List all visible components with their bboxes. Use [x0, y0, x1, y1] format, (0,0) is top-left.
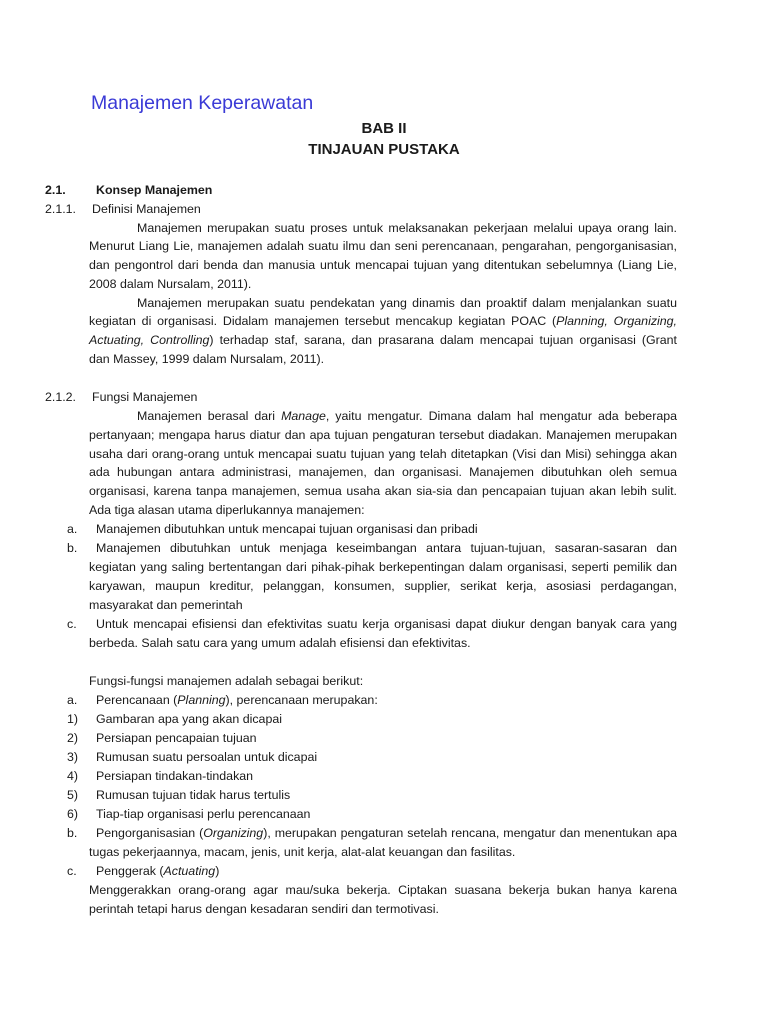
list-label: a.	[67, 522, 78, 536]
list-item: Gambaran apa yang akan dicapai	[96, 712, 282, 726]
function-planning: Perencanaan (Planning), perencanaan merupakan:	[96, 693, 378, 707]
section-number: 2.1.	[45, 183, 66, 197]
chapter-number: BAB II	[361, 120, 407, 137]
paragraph-line: Actuating, Controlling) terhadap staf, sarana, dan prasarana dalam mencapai tujuan organisasi (Grant	[89, 333, 677, 347]
subsection-number: 2.1.1.	[45, 202, 77, 216]
list-item: berbeda. Salah satu cara yang umum adalah efisiensi dan efektivitas.	[89, 636, 471, 650]
paragraph-line: kegiatan di organisasi. Didalam manajemen tersebut mencakup kegiatan POAC (Planning, Organizing,	[89, 314, 677, 328]
list-item: kegiatan yang saling bertentangan dari pihak-pihak berkepentingan dalam organisasi, seperti pemilik dan	[89, 560, 677, 574]
section-title: Konsep Manajemen	[96, 183, 213, 197]
list-label: c.	[67, 864, 77, 878]
paragraph-line: 2008 dalam Nursalam, 2011).	[89, 277, 252, 291]
subsection-title: Definisi Manajemen	[92, 202, 201, 216]
paragraph-line: Manajemen merupakan suatu proses untuk melaksanakan pekerjaan melalui upaya orang lain.	[137, 221, 677, 235]
paragraph-line: Menggerakkan orang-orang agar mau/suka bekerja. Ciptakan suasana bekerja bukan hanya karena	[89, 883, 677, 897]
list-label: 2)	[67, 731, 79, 745]
list-item: karyawan, maupun kreditur, pelanggan, konsumen, supplier, serikat kerja, asosiasi perdagangan,	[89, 579, 677, 593]
subsection-number: 2.1.2.	[45, 390, 77, 404]
function-actuating: Penggerak (Actuating)	[96, 864, 220, 878]
paragraph-line: organisasi, karena tanpa manajemen, semua usaha akan sia-sia dan pencapaian tujuan akan lebih sulit.	[89, 484, 677, 498]
chapter-title: TINJAUAN PUSTAKA	[308, 141, 460, 158]
paragraph-line: Manajemen berasal dari Manage, yaitu mengatur. Dimana dalam hal mengatur ada beberapa	[137, 409, 678, 423]
list-item: Persiapan pencapaian tujuan	[96, 731, 257, 745]
list-label: b.	[67, 826, 78, 840]
paragraph-line: Ada tiga alasan utama diperlukannya manajemen:	[89, 503, 365, 517]
list-label: 1)	[67, 712, 79, 726]
paragraph-line: usaha dari orang-orang untuk mencapai suatu tujuan yang telah ditetapkan (Visi dan Misi) sehingga akan	[89, 447, 677, 461]
list-label: a.	[67, 693, 78, 707]
paragraph-line: dan pengontrol dari benda dan manusia untuk mencapai tujuan yang ditentukan sebelumnya (Liang Lie,	[89, 258, 677, 272]
list-item: Untuk mencapai efisiensi dan efektivitas suatu kerja organisasi dapat diukur dengan banyak cara yang	[96, 617, 677, 631]
functions-intro: Fungsi-fungsi manajemen adalah sebagai berikut:	[89, 674, 364, 688]
paragraph-line: perintah tetapi harus dengan kesadaran sendiri dan termotivasi.	[89, 902, 439, 916]
list-label: c.	[67, 617, 77, 631]
list-item: Rumusan suatu persoalan untuk dicapai	[96, 750, 318, 764]
list-item: tugas pekerjaannya, macam, jenis, unit kerja, alat-alat keuangan dan fasilitas.	[89, 845, 516, 859]
list-item: masyarakat dan pemerintah	[89, 598, 243, 612]
list-item: Manajemen dibutuhkan untuk mencapai tujuan organisasi dan pribadi	[96, 522, 478, 536]
document-title: Manajemen Keperawatan	[91, 92, 314, 114]
paragraph-line: dan Massey, 1999 dalam Nursalam, 2011).	[89, 352, 325, 366]
paragraph-line: Menurut Liang Lie, manajemen adalah suatu ilmu dan seni perencanaan, pengarahan, pengorganisasian,	[89, 239, 677, 253]
subsection-title: Fungsi Manajemen	[92, 390, 198, 404]
function-organizing: Pengorganisasian (Organizing), merupakan pengaturan setelah rencana, mengatur dan menentukan apa	[96, 826, 677, 840]
list-item: Tiap-tiap organisasi perlu perencanaan	[96, 807, 311, 821]
list-label: b.	[67, 541, 78, 555]
paragraph-line: ada hubungan antara administrasi, manajemen, dan organisasi. Manajemen dibutuhkan oleh semua	[89, 465, 677, 479]
paragraph-line: pertanyaan; mengapa harus diatur dan apa tujuan pengaturan tersebut diadakan. Manajemen merupakan	[89, 428, 677, 442]
list-item: Manajemen dibutuhkan untuk menjaga keseimbangan antara tujuan-tujuan, sasaran-sasaran dan	[96, 541, 677, 555]
list-item: Persiapan tindakan-tindakan	[96, 769, 254, 783]
list-label: 6)	[67, 807, 79, 821]
list-item: Rumusan tujuan tidak harus tertulis	[96, 788, 291, 802]
paragraph-line: Manajemen merupakan suatu pendekatan yang dinamis dan proaktif dalam menjalankan suatu	[137, 296, 677, 310]
list-label: 5)	[67, 788, 79, 802]
list-label: 4)	[67, 769, 79, 783]
list-label: 3)	[67, 750, 79, 764]
